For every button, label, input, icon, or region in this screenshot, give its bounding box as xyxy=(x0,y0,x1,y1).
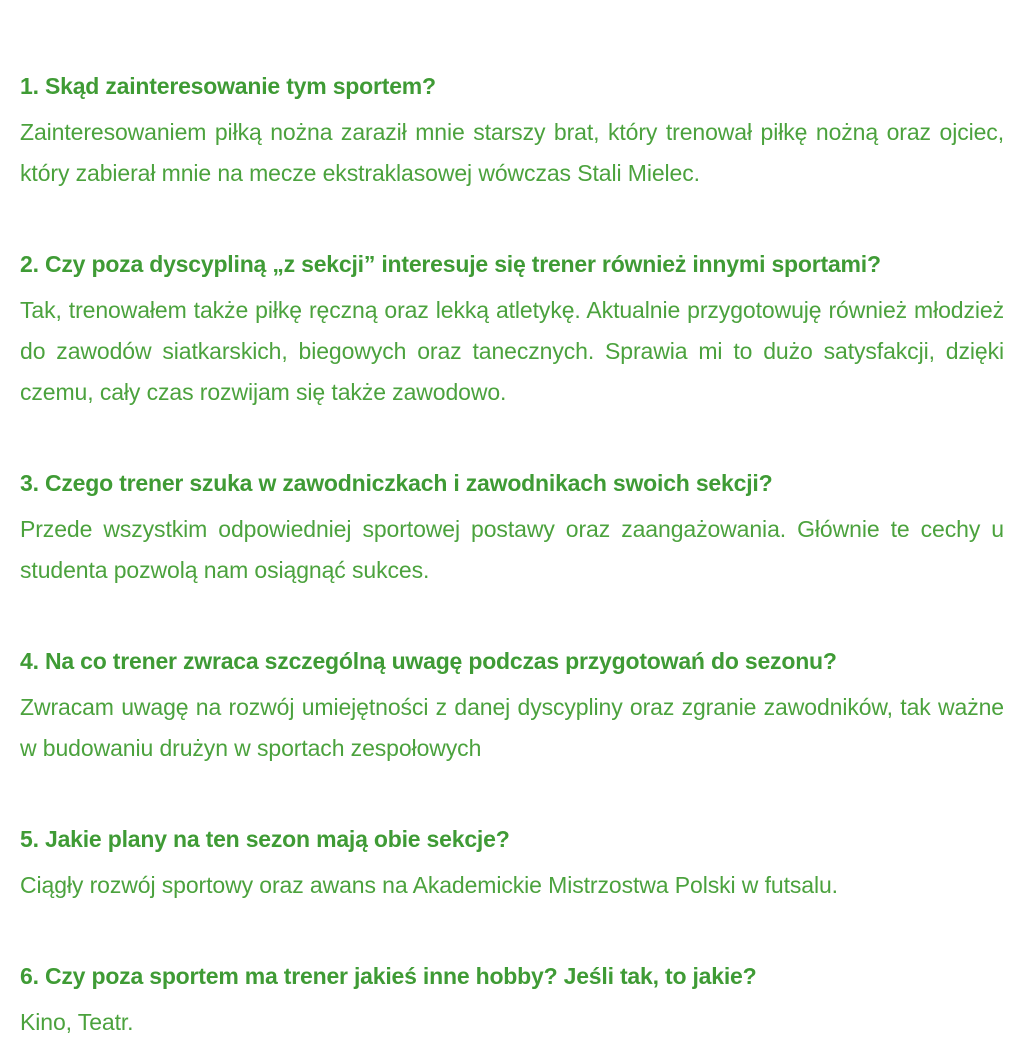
answer-text-1: Zainteresowaniem piłką nożna zaraził mnie starszy brat, który trenował piłkę nożną oraz ojciec, który zabierał mnie na mecze ekstraklasowej wówczas Stali Mielec. xyxy=(20,119,1004,186)
qa-block-1 xyxy=(20,66,1004,194)
qa-block-2 xyxy=(20,244,1004,413)
qa-block-3 xyxy=(20,463,1004,591)
question-heading-3: 3. Czego trener szuka w zawodniczkach i zawodnikach swoich sekcji? xyxy=(20,470,773,496)
answer-text-4: Zwracam uwagę na rozwój umiejętności z danej dyscypliny oraz zgranie zawodników, tak ważne w budowaniu drużyn w sportach zespołowych xyxy=(20,694,1004,761)
answer-text-5: Ciągły rozwój sportowy oraz awans na Akademickie Mistrzostwa Polski w futsalu. xyxy=(20,872,838,898)
qa-block-4 xyxy=(20,641,1004,769)
question-heading-4: 4. Na co trener zwraca szczególną uwagę podczas przygotowań do sezonu? xyxy=(20,648,837,674)
question-heading-6: 6. Czy poza sportem ma trener jakieś inne hobby? Jeśli tak, to jakie? xyxy=(20,963,757,989)
answer-text-3: Przede wszystkim odpowiedniej sportowej postawy oraz zaangażowania. Głównie te cechy u studenta pozwolą nam osiągnąć sukces. xyxy=(20,516,1004,583)
answer-text-6: Kino, Teatr. xyxy=(20,1009,134,1035)
qa-block-6 xyxy=(20,956,1004,1043)
qa-block-5 xyxy=(20,819,1004,906)
question-heading-5: 5. Jakie plany na ten sezon mają obie sekcje? xyxy=(20,826,510,852)
question-heading-1: 1. Skąd zainteresowanie tym sportem? xyxy=(20,73,436,99)
answer-text-2: Tak, trenowałem także piłkę ręczną oraz lekką atletykę. Aktualnie przygotowuję również młodzież do zawodów siatkarskich, biegowych oraz tanecznych. Sprawia mi to dużo satysfakcji, dzięki czemu, cały czas rozwijam się także zawodowo. xyxy=(20,297,1004,405)
question-heading-2: 2. Czy poza dyscypliną „z sekcji” interesuje się trener również innymi sportami? xyxy=(20,251,881,277)
